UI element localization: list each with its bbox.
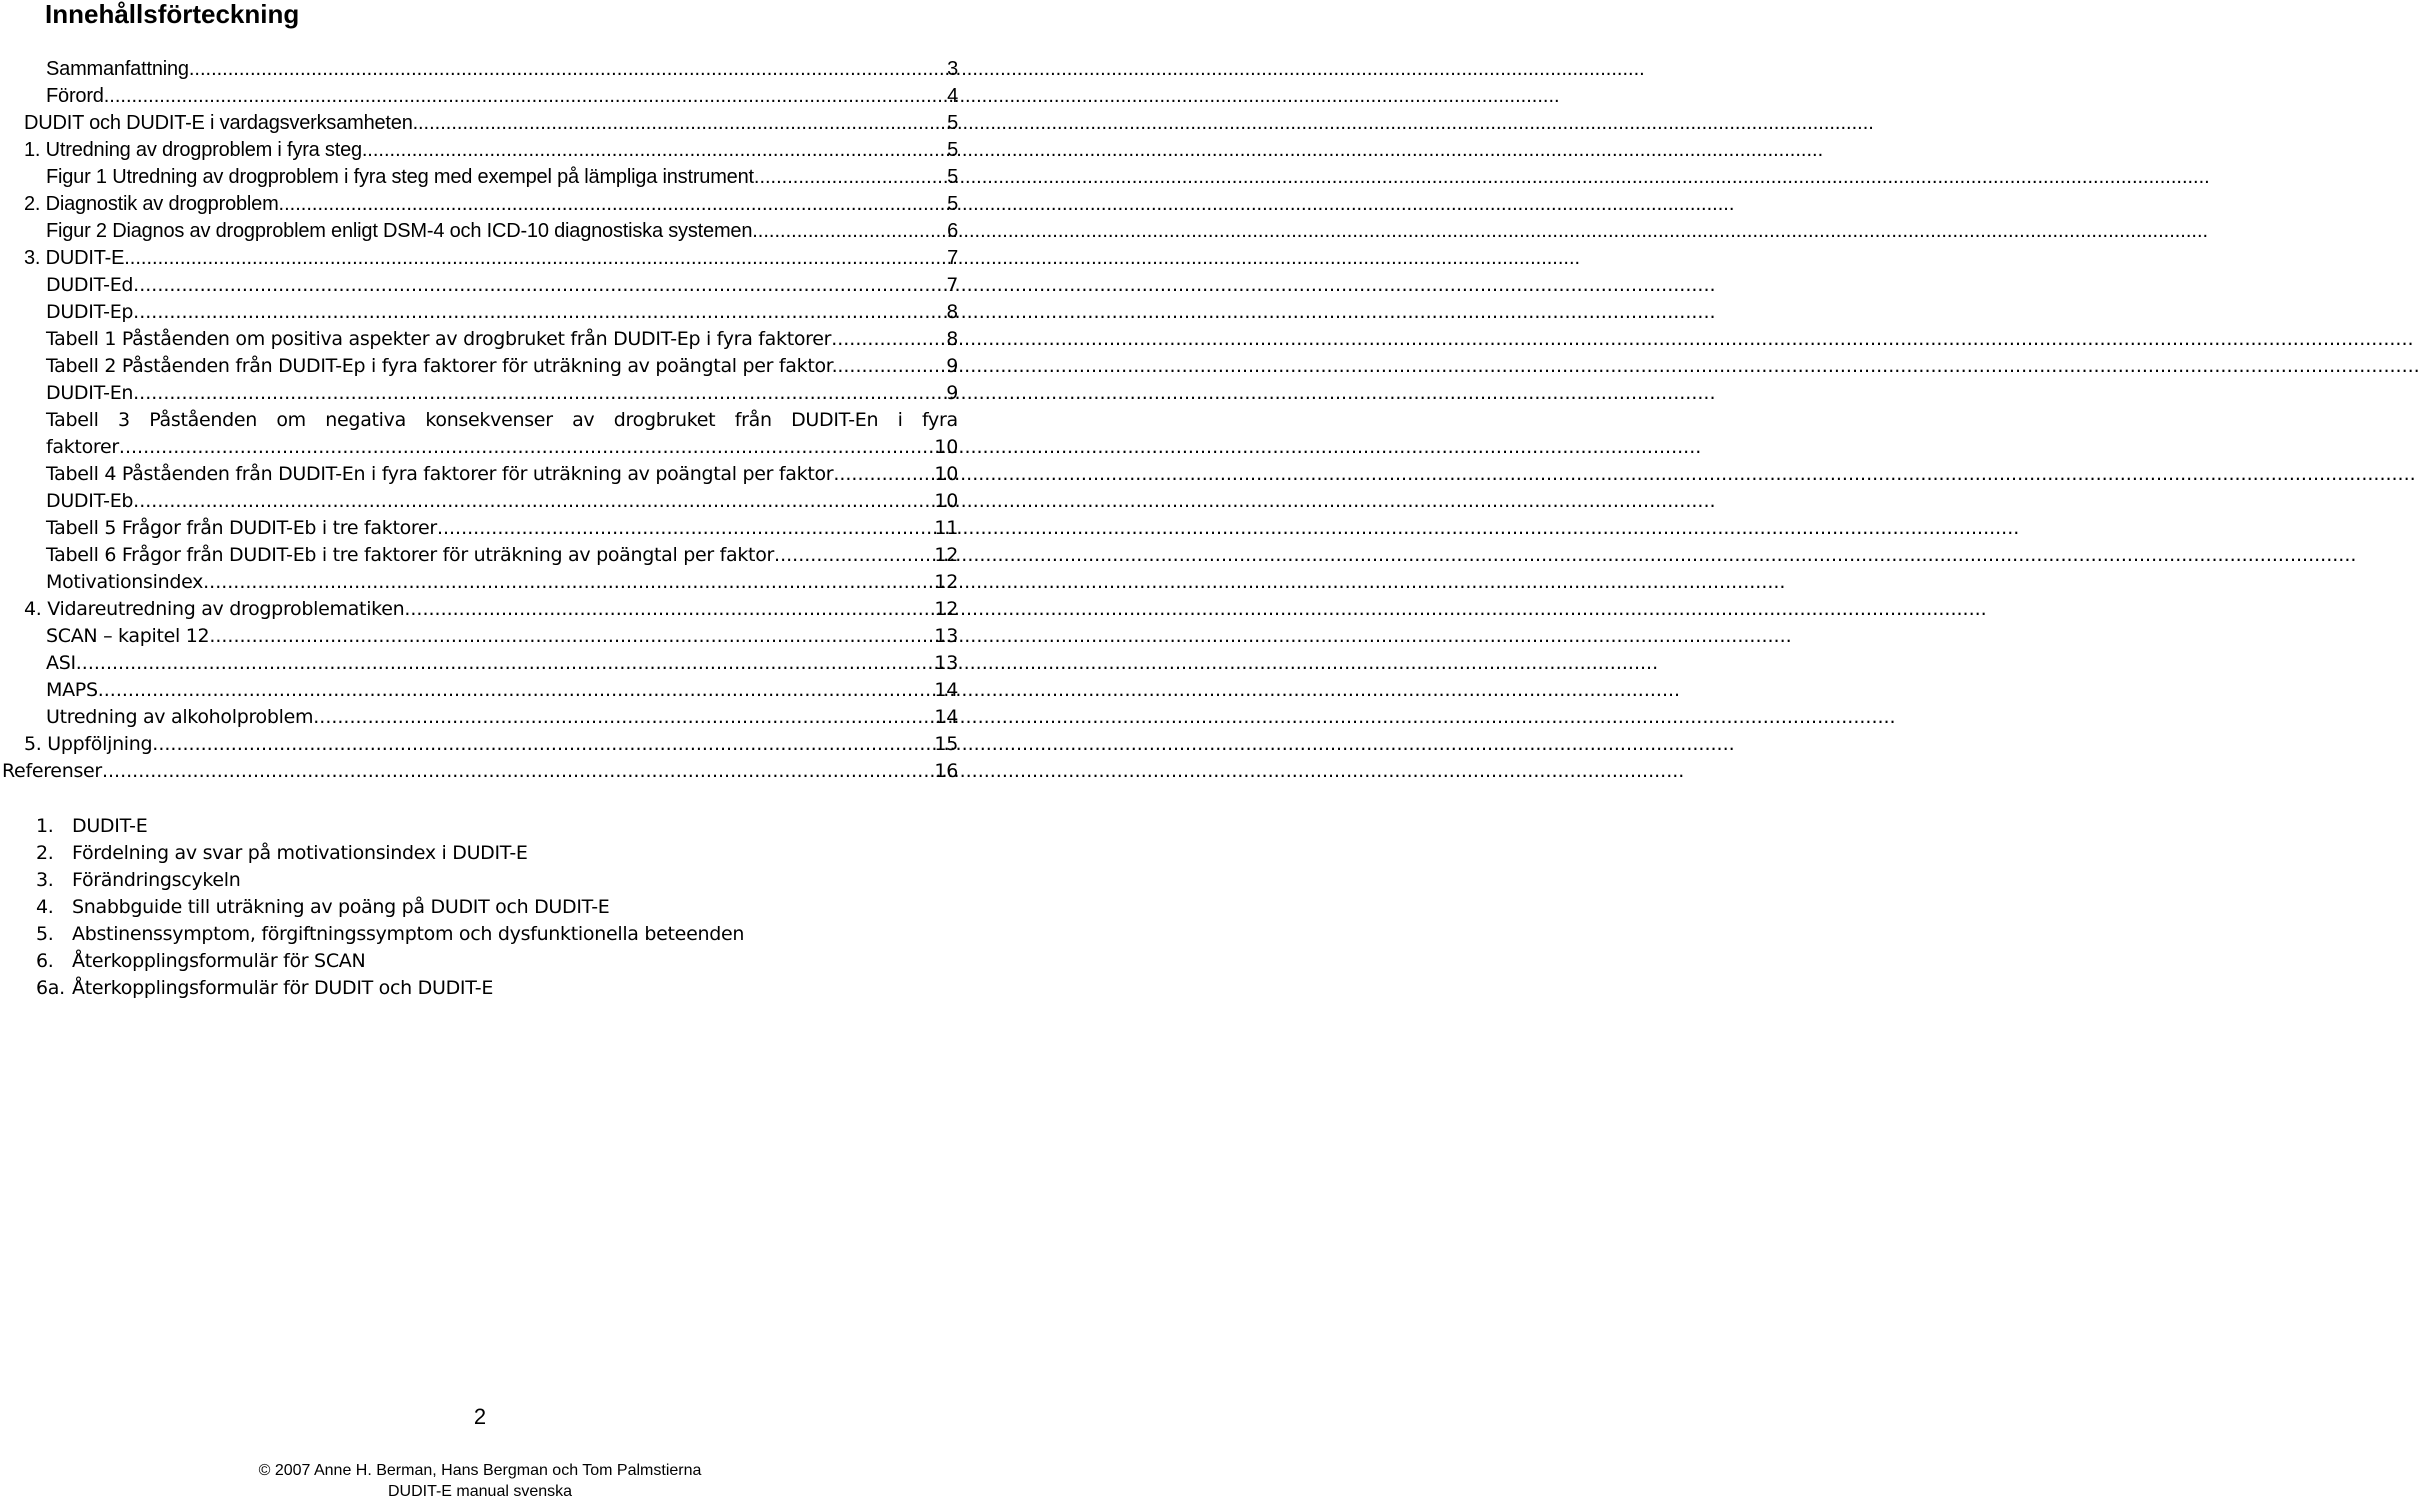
- toc-entry-word: fyra: [922, 409, 958, 431]
- toc-entry-word: negativa: [325, 409, 406, 431]
- toc-entry-label: DUDIT-En: [46, 382, 134, 404]
- toc-entry[interactable]: [0, 218, 958, 245]
- toc-leader-dots: [119, 434, 935, 461]
- toc-entry-page: 14: [934, 706, 958, 728]
- appendix-number: 4.: [36, 896, 54, 918]
- toc-entry[interactable]: [0, 137, 958, 164]
- toc-leader-dots: [831, 326, 946, 353]
- appendix-item: [36, 948, 744, 975]
- toc-entry-page: 10: [934, 463, 958, 485]
- appendix-item: [36, 840, 744, 867]
- toc-entry-word: konsekvenser: [425, 409, 553, 431]
- toc-entry-page: 5: [947, 193, 958, 215]
- toc-leader-dots: [437, 515, 934, 542]
- appendix-title: Fördelning av svar på motivationsindex i DUDIT-E: [72, 842, 528, 864]
- toc-entry-label: 4. Vidareutredning av drogproblematiken: [24, 598, 405, 620]
- toc-entry-label: Tabell 2 Påståenden från DUDIT-Ep i fyra faktorer för uträkning av poängtal per faktor.: [46, 355, 838, 377]
- toc-entry-page: 4: [947, 85, 958, 107]
- toc-entry[interactable]: [0, 272, 958, 299]
- toc-entry[interactable]: [0, 110, 958, 137]
- toc-entry-label: Tabell 1 Påståenden om positiva aspekter av drogbruket från DUDIT-Ep i fyra faktorer: [46, 328, 832, 350]
- toc-entry-label-continuation: [46, 434, 958, 461]
- toc-entry[interactable]: [0, 596, 958, 623]
- toc-entry-word: från: [734, 409, 772, 431]
- toc-leader-dots: [98, 677, 935, 704]
- toc-entry[interactable]: [0, 407, 958, 461]
- toc-entry[interactable]: [0, 758, 958, 785]
- toc-entry[interactable]: [0, 650, 958, 677]
- toc-entry-page: 13: [934, 625, 958, 647]
- toc-leader-dots: [133, 380, 946, 407]
- appendix-item: [36, 975, 744, 1002]
- page-footer: [0, 1460, 960, 1502]
- toc-entry[interactable]: [0, 731, 958, 758]
- appendix-item: [36, 813, 744, 840]
- toc-entry-page: 10: [934, 490, 958, 512]
- toc-entry-word: 3: [118, 409, 130, 431]
- toc-entry-page: 7: [947, 247, 958, 269]
- toc-entry-page: 8: [946, 301, 958, 323]
- appendix-number: 1.: [36, 815, 54, 837]
- toc-entry-page: 13: [934, 652, 958, 674]
- toc-entry-page: 12: [934, 571, 958, 593]
- appendix-number: 6.: [36, 950, 54, 972]
- appendix-number: 5.: [36, 923, 54, 945]
- toc-entry-page: 7: [946, 274, 958, 296]
- toc-entry-page: 12: [934, 598, 958, 620]
- toc-entry[interactable]: [0, 380, 958, 407]
- toc-entry-label: DUDIT och DUDIT-E i vardagsverksamheten.: [24, 112, 418, 134]
- toc-entry-label: Sammanfattning: [46, 58, 189, 80]
- toc-entry-word: i: [897, 409, 903, 431]
- toc-entry-page: 15: [934, 733, 958, 755]
- toc-entry-label: Motivationsindex: [46, 571, 204, 593]
- toc-entry[interactable]: [0, 245, 958, 272]
- toc-entry-word: drogbruket: [613, 409, 716, 431]
- toc-leader-dots: [76, 650, 935, 677]
- toc-heading: Innehållsförteckning: [45, 0, 300, 29]
- footer-document-title: DUDIT-E manual svenska: [387, 1483, 573, 1500]
- toc-leader-dots: [313, 704, 934, 731]
- toc-entry-page: 5: [947, 112, 958, 134]
- toc-entry[interactable]: [0, 623, 958, 650]
- toc-entry-page: 9: [946, 355, 958, 377]
- toc-entry[interactable]: [0, 542, 958, 569]
- toc-leader-dots: [752, 218, 947, 245]
- toc-entry[interactable]: [0, 56, 958, 83]
- toc-leader-dots: [754, 164, 947, 191]
- toc-leader-dots: [418, 110, 947, 137]
- toc-entry-page: 3: [947, 58, 958, 80]
- toc-entry[interactable]: [0, 83, 958, 110]
- appendix-title: Återkopplingsformulär för DUDIT och DUDIT-E: [72, 977, 494, 999]
- appendix-item: [36, 867, 744, 894]
- toc-leader-dots: [133, 488, 934, 515]
- appendix-title: Förändringscykeln: [72, 869, 241, 891]
- toc-entry-label: faktorer: [46, 436, 119, 458]
- footer-copyright: © 2007 Anne H. Berman, Hans Bergman och Tom Palmstierna: [258, 1462, 702, 1479]
- toc-leader-dots: [279, 191, 948, 218]
- toc-entry-page: 11: [934, 517, 958, 539]
- toc-leader-dots: [133, 272, 946, 299]
- toc-entry-label: 3. DUDIT-E: [24, 247, 125, 269]
- toc-entry-label: 2. Diagnostik av drogproblem: [24, 193, 279, 215]
- toc-entry-label: Referenser: [2, 760, 102, 782]
- toc-leader-dots: [837, 353, 946, 380]
- toc-entry-label: 5. Uppföljning: [24, 733, 153, 755]
- toc-entry-label: Utredning av alkoholproblem: [46, 706, 314, 728]
- toc-entry-page: 8: [946, 328, 958, 350]
- toc-entry-word: Påståenden: [149, 409, 257, 431]
- toc-entry-label: MAPS: [46, 679, 98, 701]
- toc-leader-dots: [774, 542, 934, 569]
- toc-leader-dots: [209, 623, 934, 650]
- page-number: 2: [473, 1404, 487, 1429]
- toc-entry-label: DUDIT-Ed: [46, 274, 134, 296]
- toc-leader-dots: [203, 569, 934, 596]
- toc-entry-page: 5: [947, 139, 958, 161]
- toc-entry-page: 6: [947, 220, 958, 242]
- toc-entry-label: Tabell 4 Påståenden från DUDIT-En i fyra faktorer för uträkning av poängtal per faktor: [46, 463, 834, 485]
- appendix-list: [36, 813, 744, 1002]
- toc-entry-page: 5: [947, 166, 958, 188]
- appendix-item: [36, 921, 744, 948]
- toc-entry-word: DUDIT-En: [791, 409, 879, 431]
- toc-entry-page: 10: [934, 436, 958, 458]
- toc-entry-page: 16: [934, 760, 958, 782]
- toc-entry-page: 14: [934, 679, 958, 701]
- toc-entry[interactable]: [0, 461, 958, 488]
- toc-entry[interactable]: [0, 569, 958, 596]
- appendix-title: DUDIT-E: [72, 815, 148, 837]
- toc-entry-label: Figur 2 Diagnos av drogproblem enligt DSM-4 och ICD-10 diagnostiska systemen: [46, 220, 753, 242]
- appendix-number: 6a.: [36, 977, 65, 999]
- toc-leader-dots: [124, 245, 947, 272]
- toc-entry-label: DUDIT-Eb: [46, 490, 134, 512]
- toc-entry[interactable]: [0, 677, 958, 704]
- table-of-contents: [0, 56, 958, 785]
- toc-entry-label: 1. Utredning av drogproblem i fyra steg.: [24, 139, 368, 161]
- toc-leader-dots: [133, 299, 946, 326]
- toc-leader-dots: [102, 758, 934, 785]
- toc-entry-label: DUDIT-Ep: [46, 301, 134, 323]
- toc-entry[interactable]: [0, 704, 958, 731]
- toc-entry-word: Tabell: [46, 409, 99, 431]
- toc-entry[interactable]: [0, 326, 958, 353]
- toc-leader-dots: [404, 596, 934, 623]
- toc-leader-dots: [367, 137, 947, 164]
- toc-entry-word: om: [276, 409, 306, 431]
- appendix-title: Abstinenssymptom, förgiftningssymptom och dysfunktionella beteenden: [72, 923, 745, 945]
- toc-entry[interactable]: [0, 515, 958, 542]
- toc-leader-dots: [152, 731, 934, 758]
- toc-entry-page: 12: [934, 544, 958, 566]
- toc-entry[interactable]: [0, 299, 958, 326]
- toc-entry-label: ASI: [46, 652, 76, 674]
- appendix-title: Återkopplingsformulär för SCAN: [72, 950, 366, 972]
- toc-entry-word: av: [572, 409, 595, 431]
- appendix-number: 2.: [36, 842, 54, 864]
- toc-entry-page: 9: [946, 382, 958, 404]
- toc-leader-dots: [833, 461, 934, 488]
- appendix-title: Snabbguide till uträkning av poäng på DUDIT och DUDIT-E: [72, 896, 610, 918]
- toc-leader-dots: [189, 56, 947, 83]
- toc-leader-dots: [104, 83, 947, 110]
- toc-entry-label: Figur 1 Utredning av drogproblem i fyra steg med exempel på lämpliga instrument: [46, 166, 754, 188]
- toc-entry-label: Tabell 5 Frågor från DUDIT-Eb i tre faktorer: [46, 517, 437, 539]
- toc-entry-label: SCAN – kapitel 12: [46, 625, 210, 647]
- toc-entry[interactable]: [0, 191, 958, 218]
- toc-entry-label-line: [46, 407, 958, 434]
- appendix-item: [36, 894, 744, 921]
- toc-entry-label: Tabell 6 Frågor från DUDIT-Eb i tre faktorer för uträkning av poängtal per faktor: [46, 544, 775, 566]
- appendix-number: 3.: [36, 869, 54, 891]
- toc-entry[interactable]: [0, 353, 958, 380]
- toc-entry-label: Förord: [46, 85, 104, 107]
- toc-entry[interactable]: [0, 164, 958, 191]
- toc-entry[interactable]: [0, 488, 958, 515]
